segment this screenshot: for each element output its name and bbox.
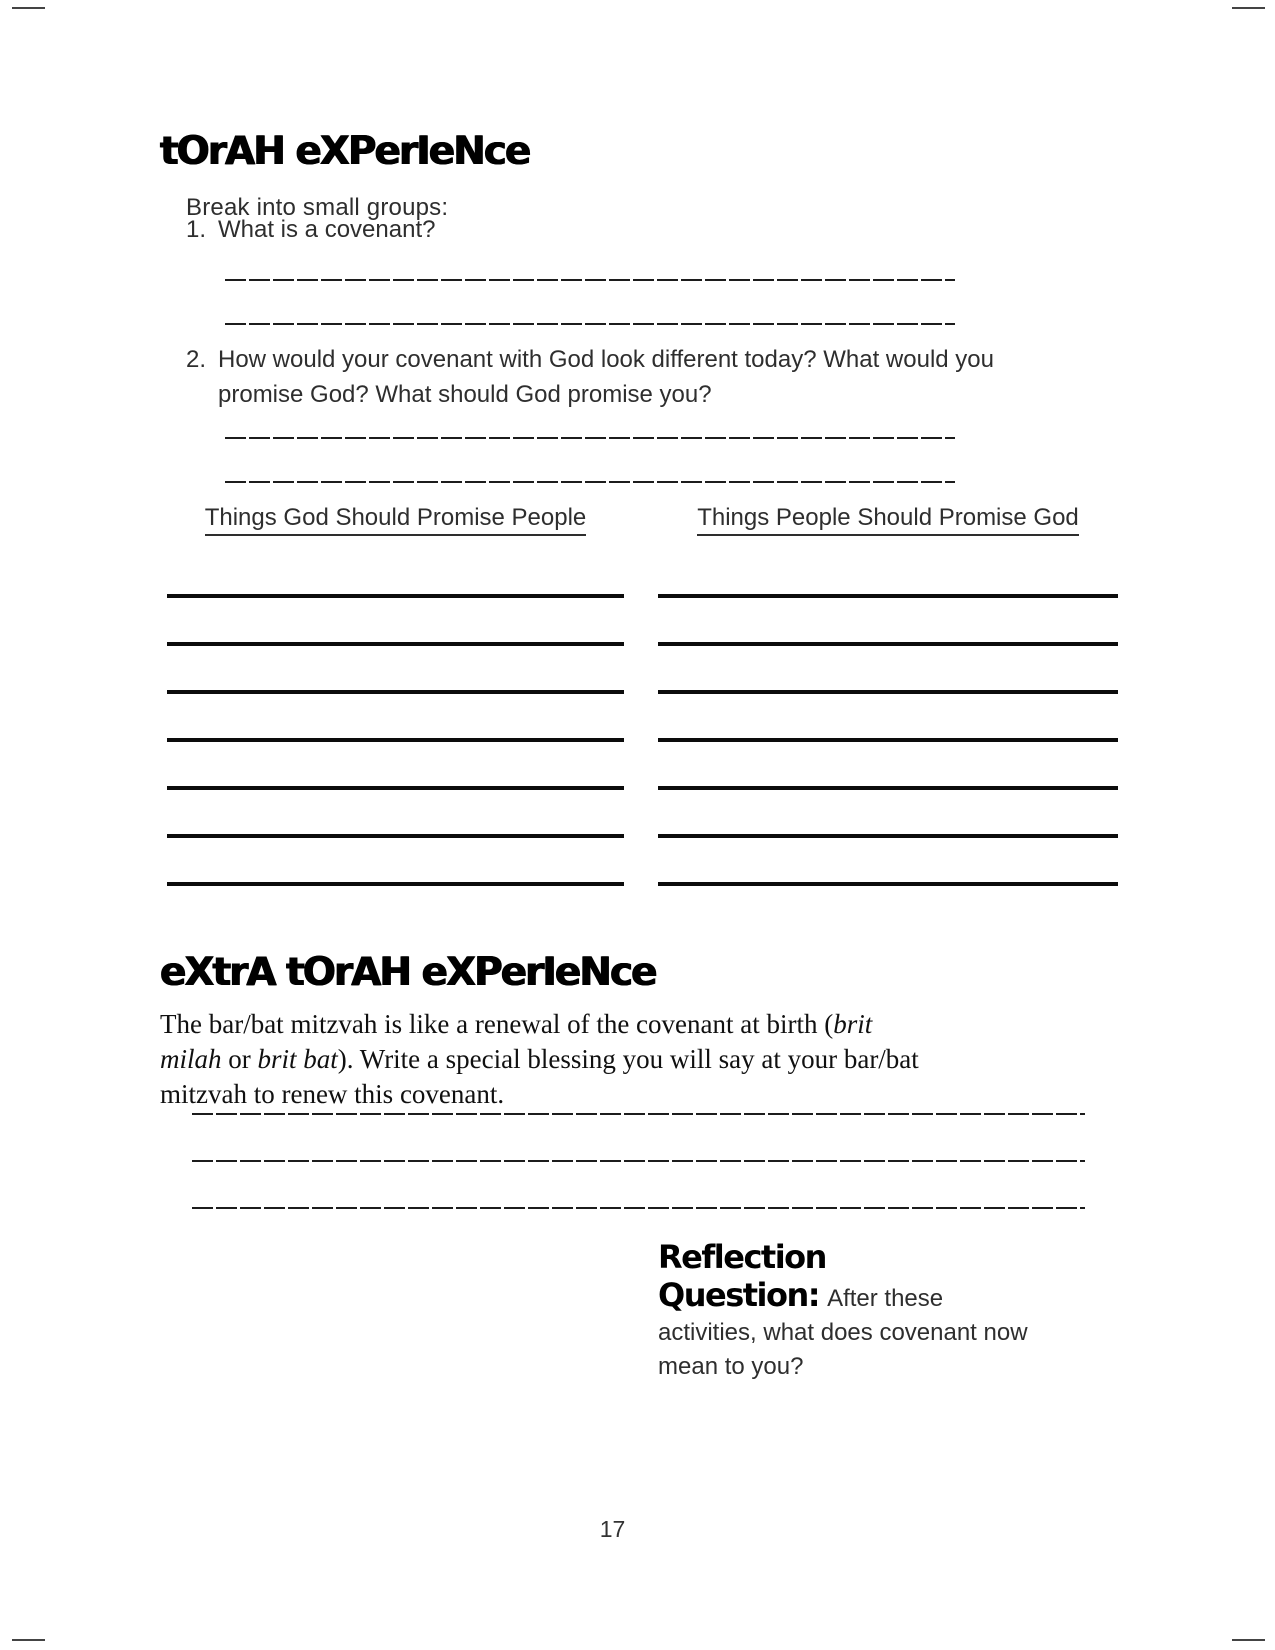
crop-mark-top-right — [1232, 7, 1265, 9]
intro-text: Break into small groups: — [186, 194, 449, 221]
question-2-number: 2. — [186, 346, 207, 373]
question-2-text: How would your covenant with God look different today? What would you promise God? What should God promise you? — [218, 346, 994, 408]
blank-write-line — [167, 594, 624, 598]
blank-write-line — [192, 1207, 1085, 1209]
blank-write-line — [658, 786, 1118, 790]
blank-write-line — [658, 594, 1118, 598]
blank-write-line — [225, 481, 955, 483]
question-1-number: 1. — [186, 216, 207, 243]
question-1 — [186, 212, 1046, 247]
question-2 — [186, 342, 1064, 412]
extra-torah-experience-title: eXtrA tOrAH eXPerIeNce — [160, 950, 656, 996]
blank-write-line — [167, 882, 624, 886]
blank-write-line — [658, 642, 1118, 646]
blank-write-line — [658, 882, 1118, 886]
crop-mark-bottom-right — [1232, 1639, 1265, 1641]
blank-write-line — [225, 323, 955, 325]
blank-write-line — [192, 1160, 1085, 1162]
promise-table-left-column — [167, 594, 624, 886]
blank-write-line — [167, 834, 624, 838]
blank-write-line — [225, 279, 955, 281]
question-1-answer-lines — [225, 279, 955, 325]
blank-write-line — [167, 786, 624, 790]
crop-mark-top-left — [12, 7, 45, 9]
blank-write-line — [658, 690, 1118, 694]
question-2-answer-lines — [225, 437, 955, 483]
reflection-question-text: After these activities, what does covenant now mean to you? — [658, 1285, 1028, 1380]
torah-experience-title: tOrAH eXPerIeNce — [160, 129, 530, 175]
promise-table-right-header: Things People Should Promise God — [658, 504, 1118, 532]
reflection-question-label: Reflection Question: — [658, 1238, 826, 1314]
blank-write-line — [225, 437, 955, 439]
promise-table-right-column — [658, 594, 1118, 886]
extra-answer-lines — [192, 1113, 1085, 1209]
page-number: 17 — [599, 1516, 626, 1542]
crop-mark-bottom-left — [12, 1639, 45, 1641]
blank-write-line — [167, 642, 624, 646]
question-1-text: What is a covenant? — [218, 216, 436, 243]
extra-torah-experience-paragraph: The bar/bat mitzvah is like a renewal of the covenant at birth (brit milah or brit bat). Write a special blessing you will say at your bar/bat mitzvah to renew this covenant. — [160, 1009, 919, 1109]
reflection-question-block — [658, 1240, 1044, 1384]
blank-write-line — [167, 738, 624, 742]
blank-write-line — [192, 1113, 1085, 1115]
blank-write-line — [167, 690, 624, 694]
promise-table-left-header: Things God Should Promise People — [167, 504, 624, 532]
blank-write-line — [658, 738, 1118, 742]
blank-write-line — [658, 834, 1118, 838]
